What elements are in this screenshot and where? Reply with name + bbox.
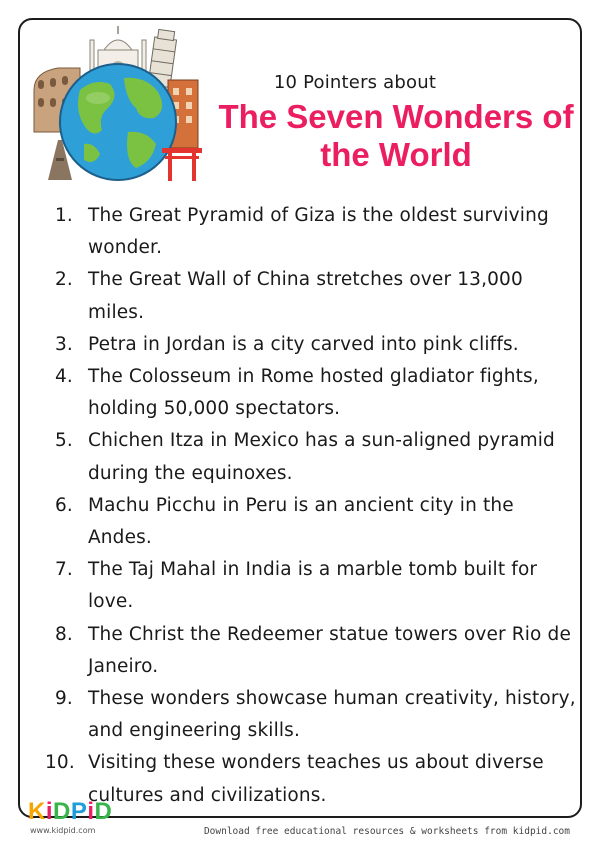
title-line-1: The Seven Wonders of	[218, 98, 574, 135]
pointer-item	[55, 554, 585, 618]
worksheet-title	[196, 98, 596, 174]
worksheet-frame	[18, 18, 582, 818]
pointer-text-line: Machu Picchu in Peru is an ancient city in the	[88, 494, 514, 516]
earth-globe-icon	[60, 64, 176, 180]
pointer-item	[55, 329, 585, 361]
pointer-item	[55, 683, 585, 747]
pointer-number: 8.	[55, 623, 73, 645]
title-line-2: the World	[320, 136, 472, 173]
pointer-text-line: The Christ the Redeemer statue towers over Rio de	[88, 623, 571, 645]
pointer-text-line: Petra in Jordan is a city carved into pink cliffs.	[88, 333, 519, 355]
pointer-text-line: miles.	[88, 301, 145, 323]
pointer-number: 1.	[55, 205, 73, 226]
pointer-item	[55, 361, 585, 425]
pointer-text-line: Andes.	[88, 527, 152, 549]
pointer-number: 7.	[55, 559, 73, 581]
logo-wordmark: KiDPiD	[28, 798, 113, 825]
pointer-text-line: Chichen Itza in Mexico has a sun-aligned pyramid	[88, 430, 555, 452]
pointer-text-line: and engineering skills.	[88, 720, 300, 742]
pointer-item	[55, 425, 585, 489]
pointer-text-line: wonder.	[88, 237, 163, 259]
pointer-text-line: These wonders showcase human creativity, history,	[88, 688, 576, 710]
pointer-text-line: The Colosseum in Rome hosted gladiator fights,	[88, 366, 539, 388]
globe-landmarks-icon	[28, 20, 206, 185]
pointer-item	[55, 264, 585, 328]
pointer-text-line: Janeiro.	[88, 655, 159, 677]
pointer-number: 2.	[55, 269, 73, 291]
pointer-text-line: during the equinoxes.	[88, 462, 293, 484]
pointer-text-line: holding 50,000 spectators.	[88, 398, 341, 420]
pointer-number: 4.	[55, 366, 73, 388]
logo-url: www.kidpid.com	[30, 826, 96, 835]
pointer-number: 5.	[55, 430, 73, 452]
pointer-item	[55, 490, 585, 554]
pointer-item	[55, 619, 585, 683]
pointers-list	[45, 200, 585, 812]
pointer-text-line: The Great Wall of China stretches over 13,000	[88, 269, 523, 291]
pointer-number: 9.	[55, 688, 73, 710]
footer-note: Download free educational resources & worksheets from kidpid.com	[203, 826, 570, 837]
pointer-item	[55, 200, 585, 264]
pointer-number: 6.	[55, 494, 73, 516]
pointer-text-line: The Taj Mahal in India is a marble tomb built for	[88, 559, 538, 581]
pointer-text-line: love.	[88, 591, 134, 613]
pointer-number: 10.	[45, 752, 75, 774]
pointer-text-line: Visiting these wonders teaches us about diverse	[88, 752, 544, 774]
pointer-text-line: cultures and civilizations.	[88, 784, 327, 806]
pointer-number: 3.	[55, 333, 73, 355]
kidpid-logo[interactable]	[28, 800, 148, 840]
pointer-text-line: The Great Pyramid of Giza is the oldest surviving	[88, 205, 549, 226]
worksheet-subtitle: 10 Pointers about	[273, 72, 437, 93]
